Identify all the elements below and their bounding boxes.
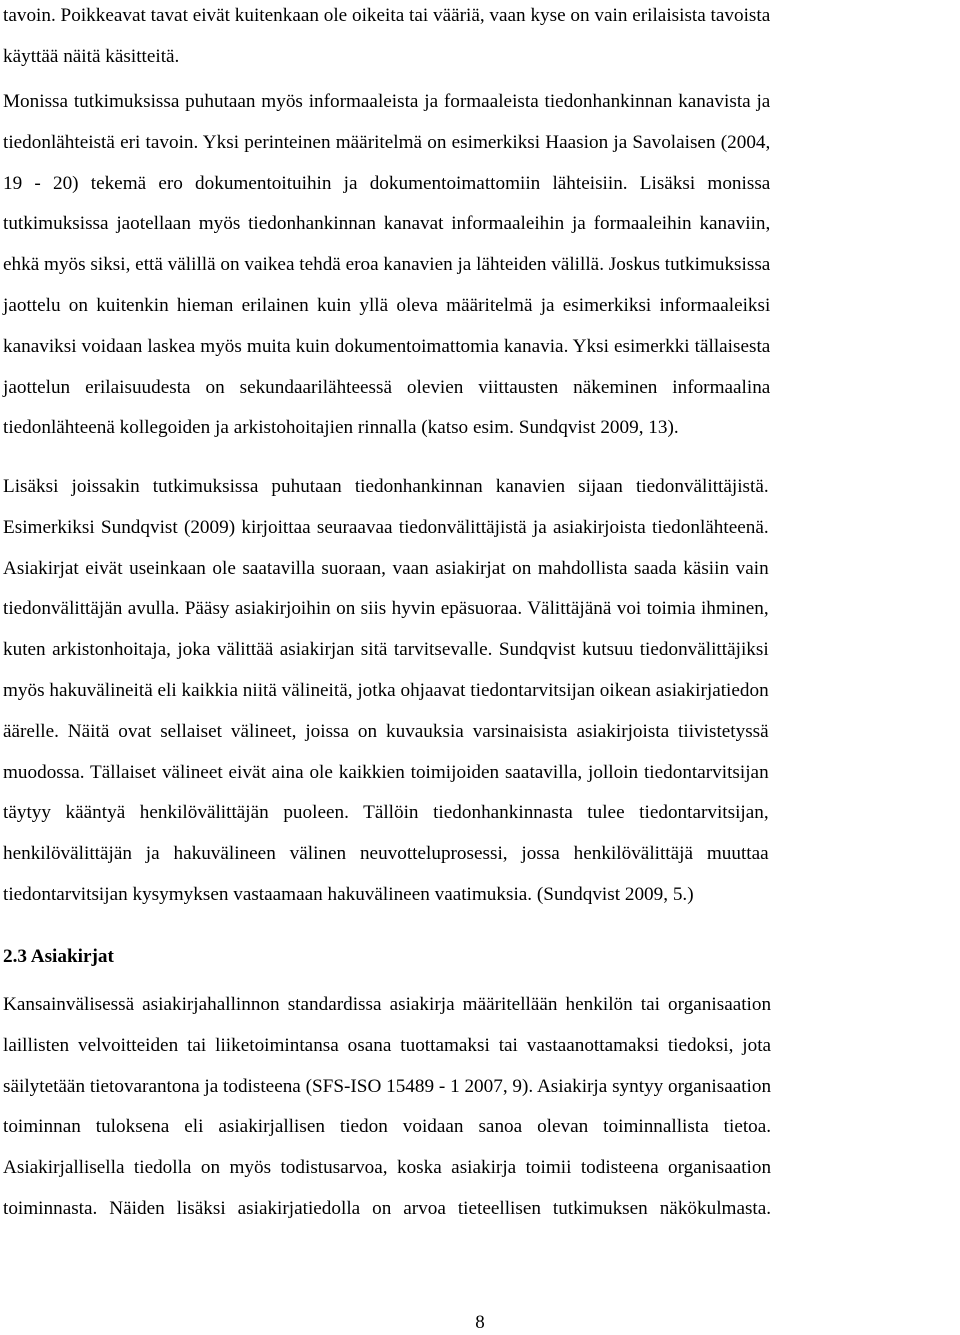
text-line: ehkä myös siksi, että välillä on vaikea tehdä eroa kanavien ja lähteiden välillä. Joskus tutkimuksissa [3, 254, 771, 276]
text-line: tiedonlähteistä eri tavoin. Yksi perinteinen määritelmä on esimerkiksi Haasion ja Savolaisen (2004, [3, 131, 771, 153]
text-line: laillisten velvoitteiden tai liiketoimintansa osana tuottamaksi tai vastaanottamaksi tiedoksi, jota [3, 1034, 772, 1056]
paragraph-formal-informal-channels [3, 82, 770, 449]
text-line: tavoin. Poikkeavat tavat eivät kuitenkaan ole oikeita tai vääriä, vaan kyse on vain erilaisista tavoista [3, 5, 771, 26]
text-line: kuten arkistonhoitaja, joka välittää asiakirjan sitä tarvitsevalle. Sundqvist kutsuu tiedonvälittäjiksi [3, 639, 769, 661]
text-line: 19 - 20) tekemä ero dokumentoituihin ja dokumentoimattomiin lähteisiin. Lisäksi monissa [3, 172, 771, 194]
paragraph-records-definition [3, 985, 771, 1230]
text-line: tiedontarvitsijan kysymyksen vastaamaan hakuvälineen vaatimuksia. (Sundqvist 2009, 5.) [3, 883, 694, 905]
text-line: käyttää näitä käsitteitä. [3, 45, 180, 67]
text-line: muodossa. Tällaiset välineet eivät aina ole kaikkien toimijoiden saatavilla, jolloin tiedontarvitsijan [3, 761, 769, 783]
text-line: toiminnasta. Näiden lisäksi asiakirjatiedolla on arvoa tieteellisen tutkimuksen näkökulmasta. [3, 1197, 772, 1219]
section-number: 2.3 [3, 946, 27, 967]
text-line: jaottelu on kuitenkin hieman erilainen kuin yllä oleva määritelmä ja esimerkiksi informaaleiksi [3, 294, 771, 316]
text-line: Lisäksi joissakin tutkimuksissa puhutaan tiedonhankinnan kanavien sijaan tiedonvälittäjistä. [3, 476, 769, 497]
text-line: Kansainvälisessä asiakirjahallinnon standardissa asiakirja määritellään henkilön tai organisaation [3, 994, 772, 1015]
section-heading [3, 937, 114, 977]
text-line: henkilövälittäjän ja hakuvälineen välinen neuvotteluprosessi, jossa henkilövälittäjä muuttaa [3, 843, 769, 865]
text-line: tiedonvälittäjän avulla. Pääsy asiakirjoihin on siis hyvin epäsuoraa. Välittäjänä voi toimia ihminen, [3, 598, 769, 620]
text-line: toiminnan tuloksena eli asiakirjallisen tiedon voidaan sanoa olevan toiminnallista tietoa. [3, 1116, 772, 1138]
text-line: Asiakirjat eivät useinkaan ole saatavilla suoraan, vaan asiakirjat on mahdollista saada käsiin vain [3, 557, 769, 579]
text-line: myös hakuvälineitä eli kaikkia niitä välineitä, jotka ohjaavat tiedontarvitsijan oikean asiakirjatiedon [3, 679, 769, 701]
text-line: säilytetään tietovarantona ja todisteena (SFS-ISO 15489 - 1 2007, 9). Asiakirja syntyy organisaation [3, 1075, 772, 1097]
text-line: Asiakirjallisella tiedolla on myös todistusarvoa, koska asiakirja toimii todisteena organisaation [3, 1157, 772, 1179]
page-number: 8 [475, 1312, 485, 1333]
paragraph-information-intermediaries [3, 467, 769, 916]
paragraph-continuation [3, 0, 770, 78]
text-line: kanaviksi voidaan laskea myös muita kuin dokumentoimattomia kanavia. Yksi esimerkki tällaisesta [3, 335, 771, 357]
text-line: jaottelun erilaisuudesta on sekundaarilähteessä olevien viittausten näkeminen informaalina [3, 376, 771, 398]
text-line: Monissa tutkimuksissa puhutaan myös informaaleista ja formaaleista tiedonhankinnan kanavista ja [3, 91, 771, 112]
text-line: tutkimuksissa jaotellaan myös tiedonhankinnan kanavat informaaleihin ja formaaleihin kanaviin, [3, 213, 771, 235]
text-line: tiedonlähteenä kollegoiden ja arkistohoitajien rinnalla (katso esim. Sundqvist 2009, 13). [3, 417, 679, 439]
text-line: Esimerkiksi Sundqvist (2009) kirjoittaa seuraavaa tiedonvälittäjistä ja asiakirjoista tiedonlähteenä. [3, 516, 769, 538]
text-line: äärelle. Näitä ovat sellaiset välineet, joissa on kuvauksia varsinaisista asiakirjoista tiivistetyssä [3, 720, 769, 742]
section-title: Asiakirjat [30, 946, 114, 967]
text-line: täytyy kääntyä henkilövälittäjän puoleen. Tällöin tiedonhankinnasta tulee tiedontarvitsijan, [3, 802, 769, 824]
